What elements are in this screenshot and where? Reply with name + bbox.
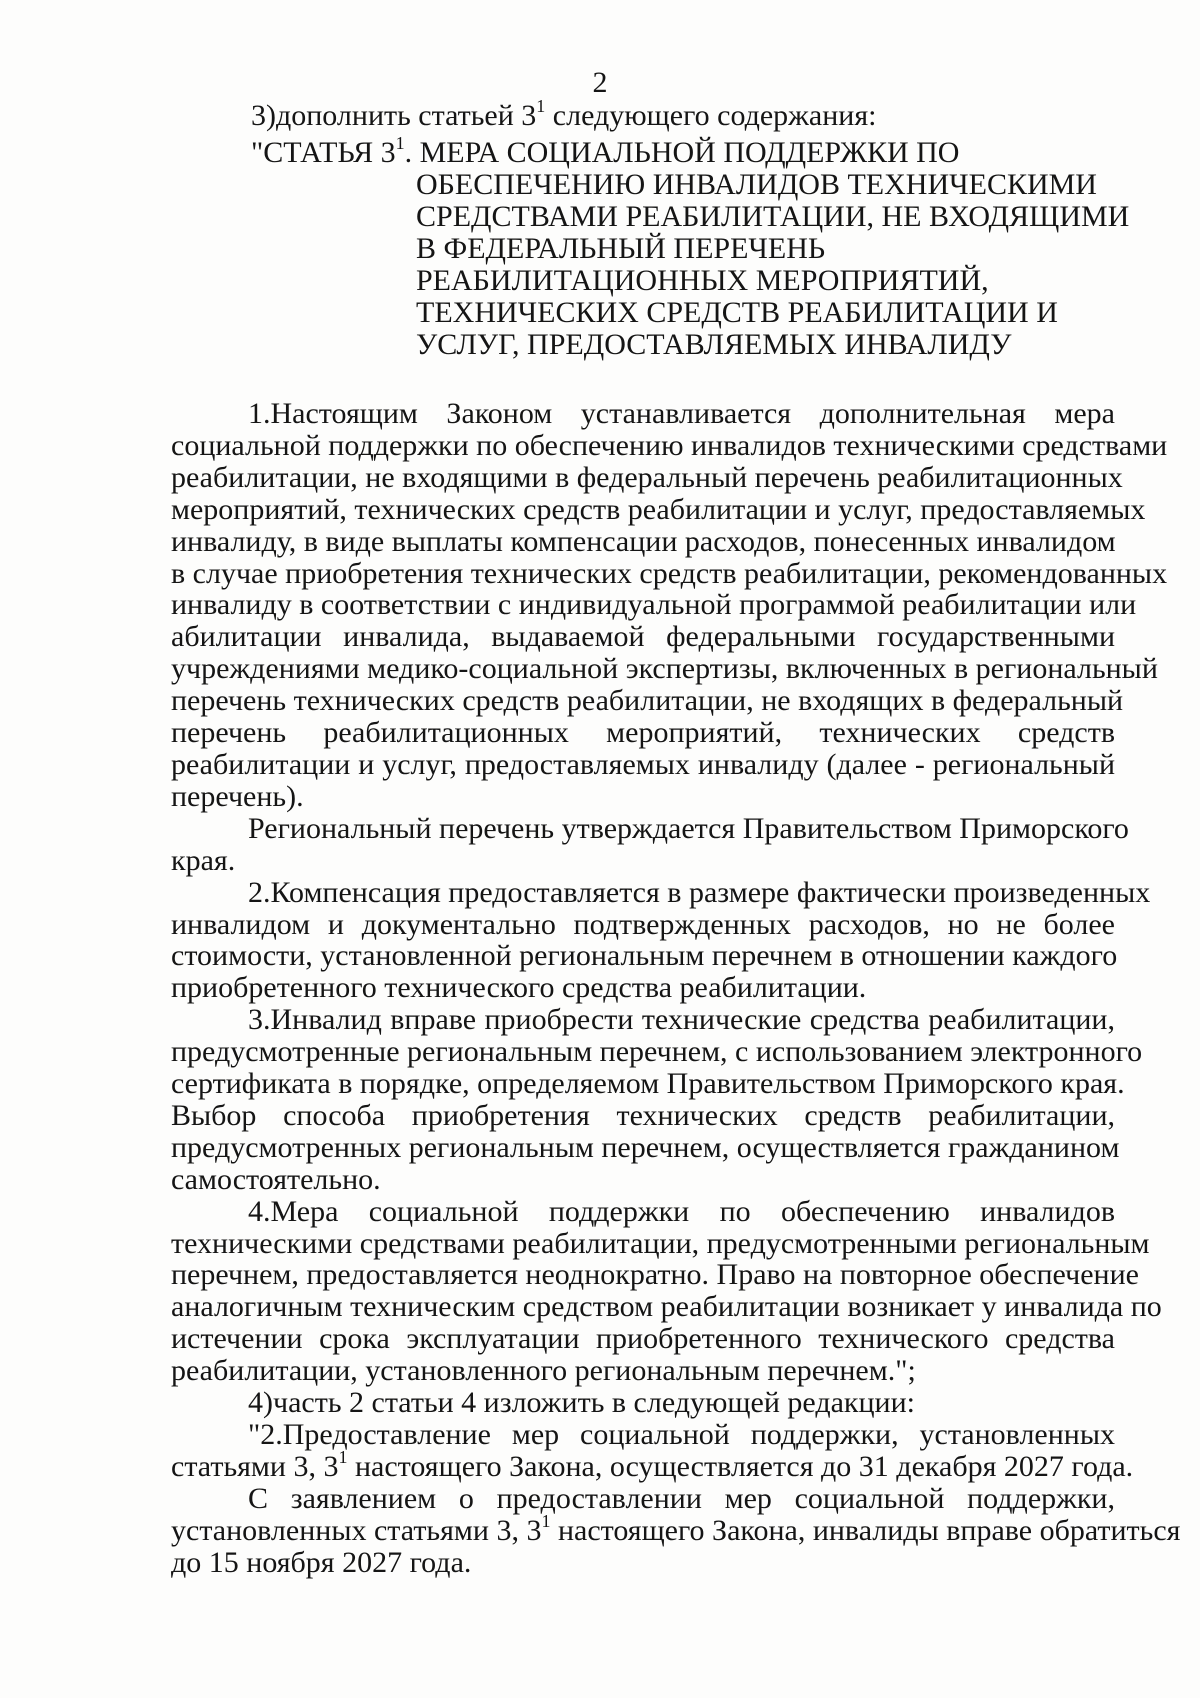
amendment-intro-text: 3)дополнить статьей 3 (251, 99, 537, 132)
paragraph-line: самостоятельно. (171, 1162, 381, 1196)
article-heading-line: РЕАБИЛИТАЦИОННЫХ МЕРОПРИЯТИЙ, (416, 264, 989, 297)
paragraph-line: перечень технических средств реабилитации, не входящих в федеральный (171, 684, 1124, 718)
paragraph-line: техническими средствами реабилитации, предусмотренными региональным (171, 1226, 1150, 1260)
article-heading (416, 169, 1136, 361)
paragraph-line: приобретенного технического средства реабилитации. (171, 971, 867, 1005)
paragraph-line: перечень). (171, 779, 304, 813)
paragraph-line: стоимости, установленной региональным перечнем в отношении каждого (171, 939, 1118, 973)
amendment-4: 4)часть 2 статьи 4 изложить в следующей редакции: (248, 1386, 915, 1420)
paragraph-line: предусмотренные региональным перечнем, с использованием электронного (171, 1035, 1143, 1069)
paragraph-line: Выбор способа приобретения технических средств реабилитации, (171, 1098, 1115, 1132)
application-line: до 15 ноября 2027 года. (171, 1545, 472, 1579)
paragraph-line: инвалидом и документально подтвержденных расходов, но не более (171, 907, 1115, 941)
paragraph-line: мероприятий, технических средств реабилитации и услуг, предоставляемых (171, 492, 1146, 526)
paragraph-line: реабилитации и услуг, предоставляемых инвалиду (далее - региональный (171, 747, 1115, 781)
paragraph-line: 3.Инвалид вправе приобрести технические средства реабилитации, (248, 1003, 1115, 1037)
paragraph-line: абилитации инвалида, выдаваемой федеральными государственными (171, 620, 1115, 654)
paragraph-line: аналогичным техническим средством реабилитации возникает у инвалида по (171, 1290, 1162, 1324)
part-2-text-end: настоящего Закона, осуществляется до 31 декабря 2027 года. (347, 1449, 1134, 1483)
paragraph-line: предусмотренных региональным перечнем, осуществляется гражданином (171, 1130, 1120, 1164)
article-heading-line: В ФЕДЕРАЛЬНЫЙ ПЕРЕЧЕНЬ (416, 232, 826, 265)
paragraph-line: реабилитации, не входящими в федеральный перечень реабилитационных (171, 460, 1123, 494)
article-heading-line: ОБЕСПЕЧЕНИЮ ИНВАЛИДОВ ТЕХНИЧЕСКИМИ (416, 168, 1097, 201)
superscript: 1 (395, 133, 405, 153)
paragraph-line: края. (171, 843, 236, 877)
application-text: установленных статьями 3, 3 (171, 1513, 542, 1547)
paragraph-line: перечень реабилитационных мероприятий, технических средств (171, 716, 1115, 750)
application-line (171, 1510, 1181, 1547)
part-2-text: статьями 3, 3 (171, 1449, 339, 1483)
article-body (171, 397, 1181, 1579)
article-heading-title: . МЕРА СОЦИАЛЬНОЙ ПОДДЕРЖКИ ПО (404, 136, 960, 169)
paragraph-line: инвалиду в соответствии с индивидуальной программой реабилитации или (171, 588, 1137, 622)
page-number: 2 (592, 66, 608, 99)
paragraph-line: инвалиду, в виде выплаты компенсации расходов, понесенных инвалидом (171, 524, 1116, 558)
amendment-intro (251, 96, 1131, 132)
part-2-line: "2.Предоставление мер социальной поддержки, установленных (248, 1418, 1115, 1451)
article-heading-line: ТЕХНИЧЕСКИХ СРЕДСТВ РЕАБИЛИТАЦИИ И (416, 296, 1058, 329)
paragraph-line: 1.Настоящим Законом устанавливается дополнительная мера (248, 397, 1115, 430)
paragraph-line: реабилитации, установленного региональным перечнем."; (171, 1354, 916, 1388)
paragraph-line: учреждениями медико-социальной экспертизы, включенных в региональный (171, 652, 1158, 686)
amendment-intro-text-end: следующего содержания: (545, 99, 877, 132)
paragraph-line: в случае приобретения технических средств реабилитации, рекомендованных (171, 556, 1168, 590)
article-heading-line: УСЛУГ, ПРЕДОСТАВЛЯЕМЫХ ИНВАЛИДУ (416, 328, 1012, 361)
paragraph-line: 2.Компенсация предоставляется в размере фактически произведенных (248, 875, 1151, 909)
application-line: С заявлением о предоставлении мер социальной поддержки, (248, 1481, 1115, 1515)
application-text-end: настоящего Закона, инвалиды вправе обратиться (550, 1513, 1181, 1547)
part-2-line (171, 1446, 1134, 1483)
paragraph-line: социальной поддержки по обеспечению инвалидов техническими средствами (171, 428, 1168, 462)
article-heading-first-line (251, 133, 1131, 169)
paragraph-line: сертификата в порядке, определяемом Правительством Приморского края. (171, 1067, 1125, 1101)
paragraph-line: 4.Мера социальной поддержки по обеспечению инвалидов (248, 1194, 1115, 1228)
superscript: 1 (338, 1446, 348, 1467)
paragraph-line: истечении срока эксплуатации приобретенного технического средства (171, 1322, 1115, 1356)
superscript: 1 (541, 1510, 551, 1531)
article-heading-prefix: "СТАТЬЯ 3 (251, 136, 396, 169)
paragraph-line: Региональный перечень утверждается Правительством Приморского (248, 811, 1129, 845)
superscript: 1 (536, 96, 546, 116)
paragraph-line: перечнем, предоставляется неоднократно. Право на повторное обеспечение (171, 1258, 1139, 1292)
article-heading-line: СРЕДСТВАМИ РЕАБИЛИТАЦИИ, НЕ ВХОДЯЩИМИ (416, 200, 1130, 233)
